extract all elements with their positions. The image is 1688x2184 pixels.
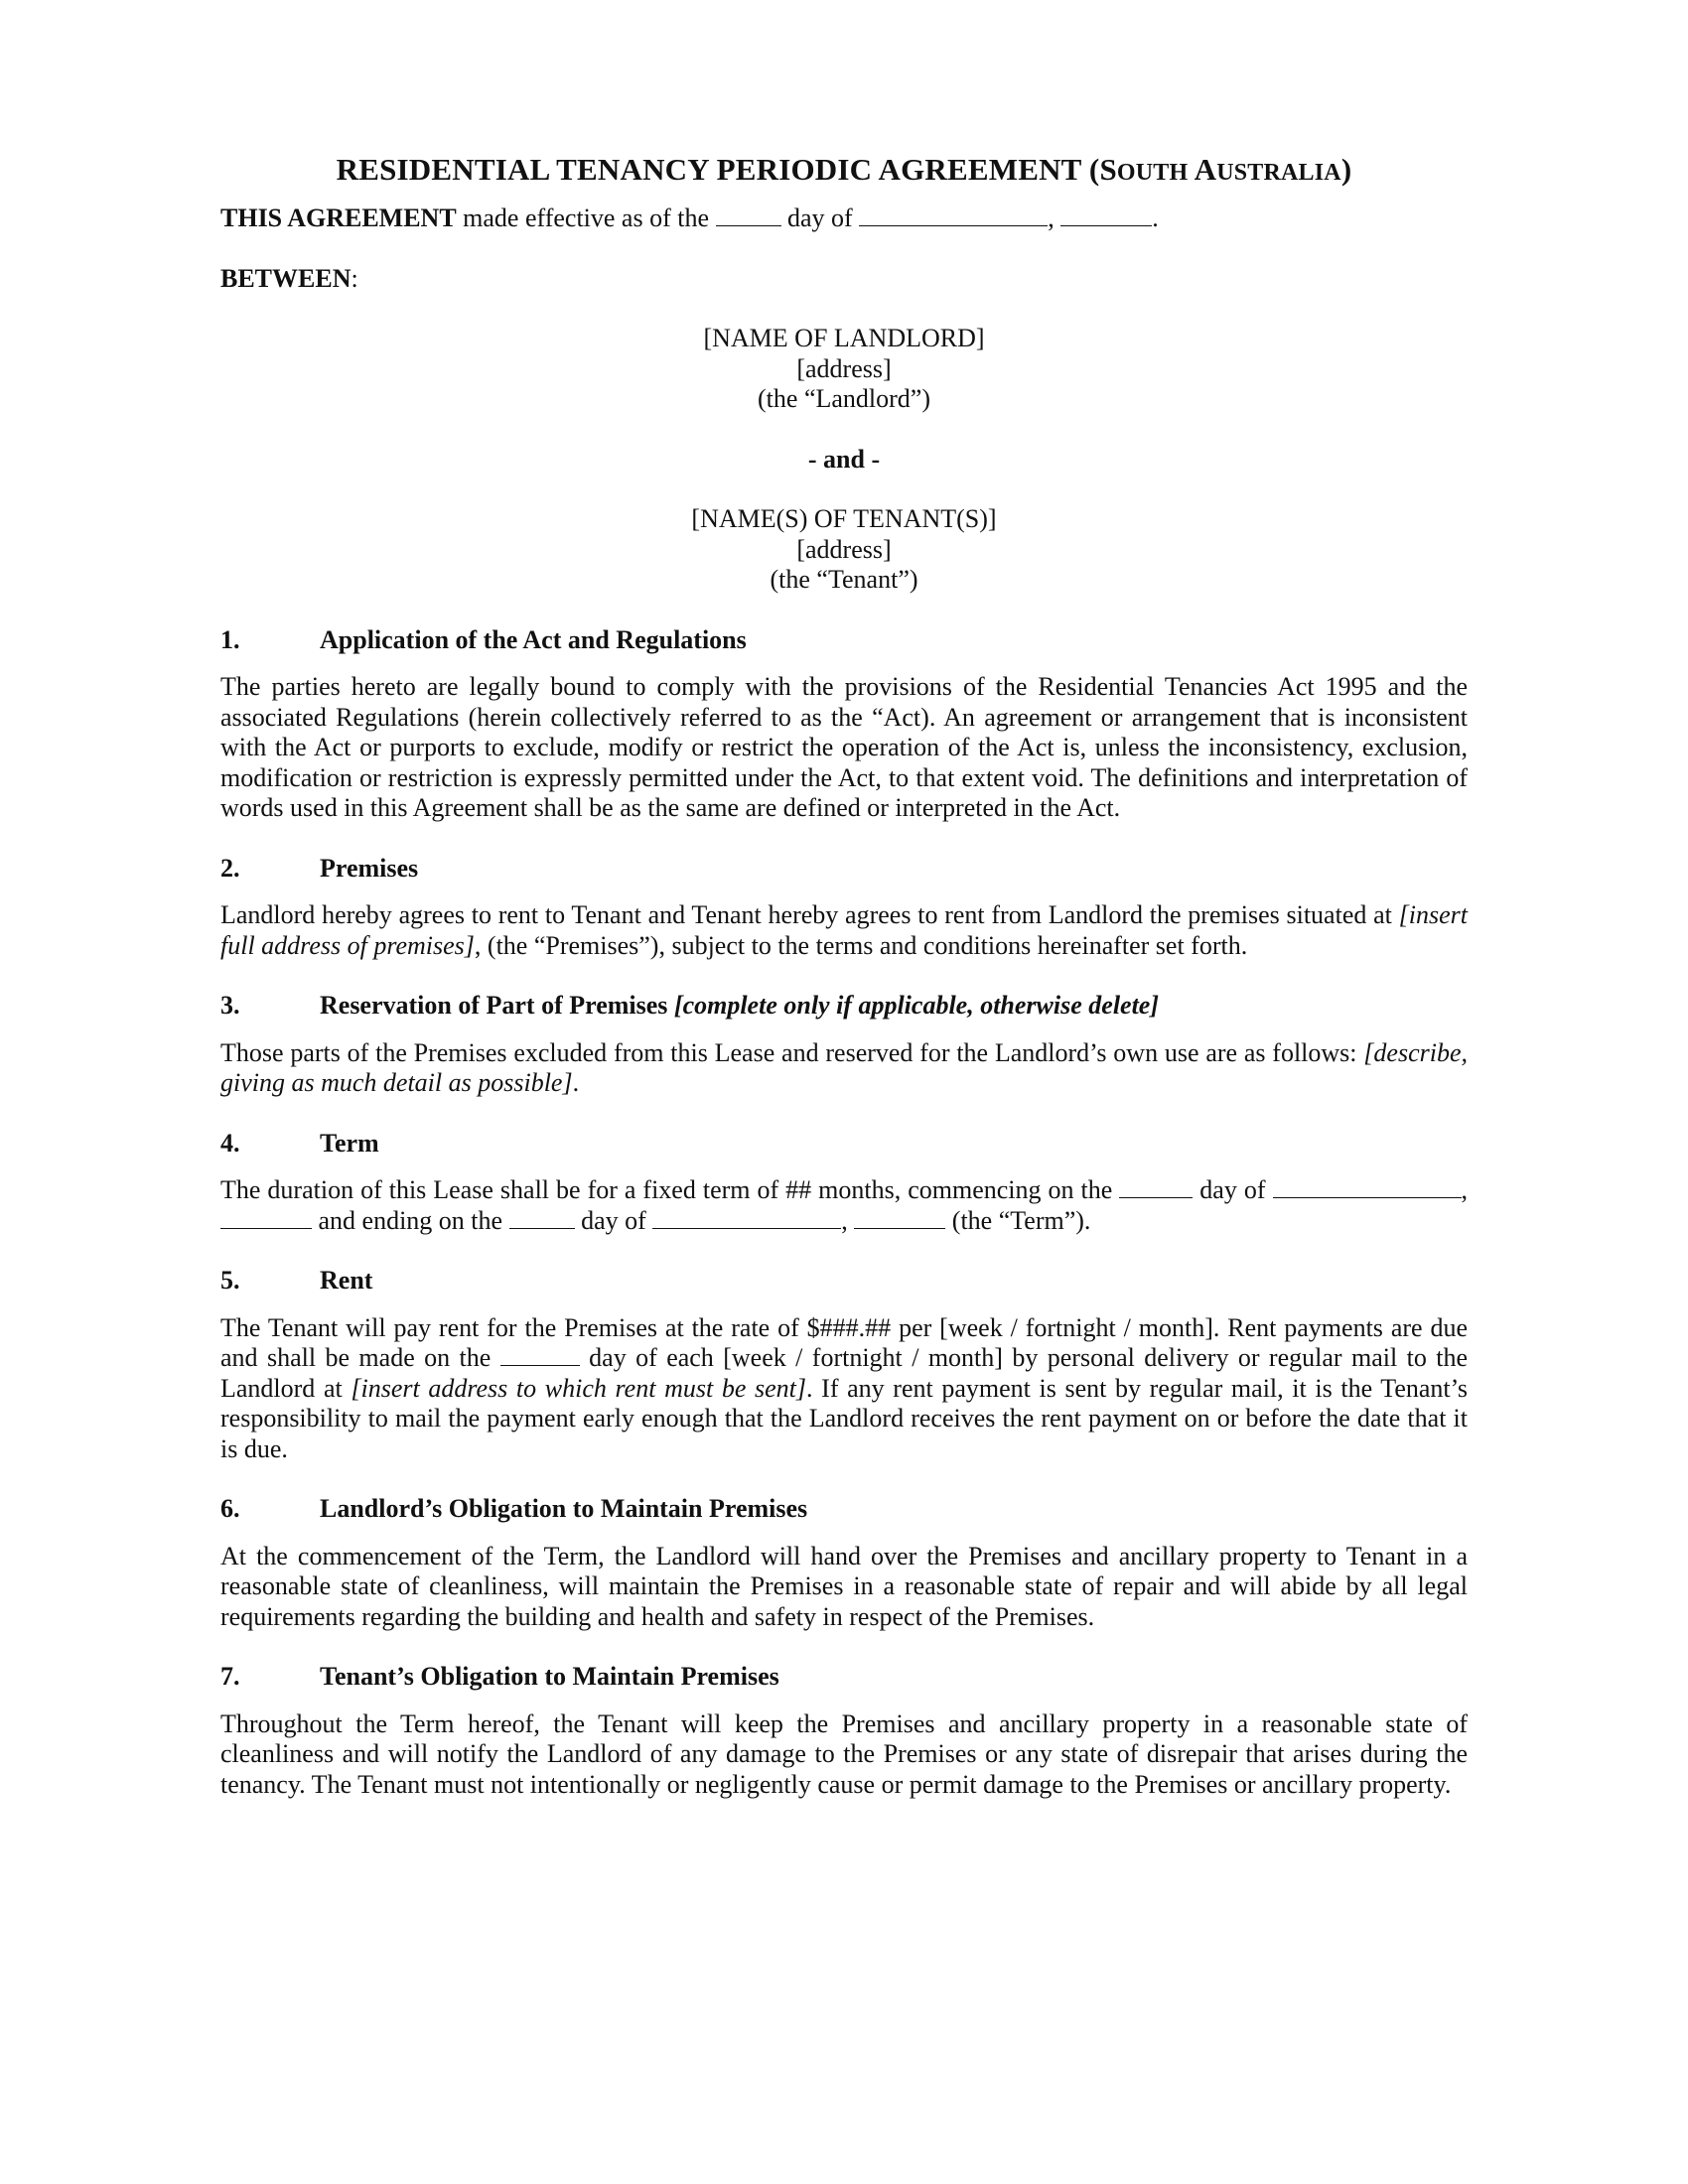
- section-heading: [220, 1662, 1468, 1693]
- document-title: [220, 151, 1468, 188]
- month-blank[interactable]: [859, 204, 1048, 226]
- landlord-address: [address]: [796, 353, 892, 383]
- tenant-defined: (the “Tenant”): [770, 565, 918, 595]
- section-3: [220, 991, 1468, 1099]
- section-title: Application of the Act and Regulations: [320, 624, 747, 654]
- section-heading: [220, 854, 1468, 885]
- section-5: [220, 1266, 1468, 1464]
- section-title-note: [complete only if applicable, otherwise delete]: [673, 991, 1160, 1021]
- section-heading: [220, 1266, 1468, 1297]
- section-body: Those parts of the Premises excluded from this Lease and reserved for the Landlord’s own use are as follows: [describe, giving as much detail as possible].: [220, 1037, 1468, 1098]
- landlord-name: [NAME OF LANDLORD]: [703, 324, 985, 353]
- tenant-block: [220, 504, 1468, 596]
- title-text: RESIDENTIAL TENANCY PERIODIC AGREEMENT (: [336, 152, 1100, 187]
- section-title: Reservation of Part of Premises: [320, 991, 674, 1021]
- section-2: [220, 854, 1468, 962]
- section-1: [220, 625, 1468, 824]
- section-number: 7.: [220, 1662, 240, 1692]
- section-body: The Tenant will pay rent for the Premises at the rate of $###.## per [week / fortnight / month]. Rent payments are due and shall be made on the day of each [week / fortnight / month] by personal delivery or regular mail to the Landlord at [insert address to which rent must be sent]. If any rent payment is sent by regular mail, it is the Tenant’s responsibility to mail the payment early enough that the Landlord receives the rent payment on or before the date that it is due.: [220, 1312, 1468, 1463]
- landlord-block: [220, 324, 1468, 415]
- and-separator: - and -: [807, 444, 881, 474]
- section-7: [220, 1662, 1468, 1800]
- section-6: [220, 1494, 1468, 1632]
- section-body: Landlord hereby agrees to rent to Tenant and Tenant hereby agrees to rent from Landlord the premises situated at [insert full address of premises], (the “Premises”), subject to the terms and conditions hereinafter set forth.: [220, 900, 1468, 960]
- intro-bold: THIS AGREEMENT: [220, 204, 457, 233]
- section-body: The duration of this Lease shall be for a fixed term of ## months, commencing on the day of , and ending on the day of , (the “Term”).: [220, 1175, 1468, 1235]
- section-title: Tenant’s Obligation to Maintain Premises: [320, 1662, 779, 1692]
- placeholder-premises-address: [insert full address of premises]: [220, 900, 1468, 960]
- section-number: 2.: [220, 853, 240, 883]
- section-body: At the commencement of the Term, the Landlord will hand over the Premises and ancillary property to Tenant in a reasonable state of cleanliness, will maintain the Premises in a reasonable state of repair and will abide by all legal requirements regarding the building and health and safety in respect of the Premises.: [220, 1541, 1468, 1631]
- section-number: 4.: [220, 1128, 240, 1158]
- section-number: 3.: [220, 991, 240, 1021]
- section-heading: [220, 991, 1468, 1022]
- year-blank[interactable]: [1060, 204, 1152, 226]
- section-number: 1.: [220, 624, 240, 654]
- tenant-name: [NAME(S) OF TENANT(S)]: [691, 504, 997, 534]
- section-heading: [220, 1494, 1468, 1525]
- section-title: Landlord’s Obligation to Maintain Premises: [320, 1494, 808, 1524]
- end-month-blank[interactable]: [652, 1206, 841, 1229]
- placeholder-reserved-parts: [describe, giving as much detail as possible]: [220, 1037, 1468, 1098]
- document-page: [220, 151, 1468, 1830]
- title-state-rest-2: USTRALIA: [1216, 160, 1341, 186]
- agreement-intro: THIS AGREEMENT made effective as of the day of , .: [220, 204, 1159, 233]
- placeholder-rent-address: [insert address to which rent must be sent]: [351, 1373, 807, 1403]
- tenant-address: [address]: [796, 534, 892, 564]
- section-heading: [220, 1129, 1468, 1160]
- section-number: 6.: [220, 1494, 240, 1524]
- title-close: ): [1340, 152, 1352, 187]
- rent-day-blank[interactable]: [500, 1343, 580, 1366]
- title-state-initial-2: A: [1194, 152, 1217, 187]
- day-blank[interactable]: [716, 204, 781, 226]
- landlord-defined: (the “Landlord”): [758, 384, 930, 414]
- section-number: 5.: [220, 1266, 240, 1296]
- section-title: Term: [320, 1128, 379, 1158]
- start-month-blank[interactable]: [1273, 1175, 1462, 1198]
- between-label: BETWEEN:: [220, 263, 358, 293]
- section-body: The parties hereto are legally bound to comply with the provisions of the Residential Tenancies Act 1995 and the associated Regulations (herein collectively referred to as the “Act). An agreement or arrangement that is inconsistent with the Act or purports to exclude, modify or restrict the operation of the Act is, unless the inconsistency, exclusion, modification or restriction is expressly permitted under the Act, to that extent void. The definitions and interpretation of words used in this Agreement shall be as the same are defined or interpreted in the Act.: [220, 672, 1468, 823]
- title-state-rest-1: OUTH: [1116, 160, 1195, 186]
- section-4: [220, 1129, 1468, 1237]
- section-title: Premises: [320, 853, 419, 883]
- section-heading: [220, 625, 1468, 656]
- end-year-blank[interactable]: [854, 1206, 945, 1229]
- start-year-blank[interactable]: [220, 1206, 312, 1229]
- section-body: Throughout the Term hereof, the Tenant will keep the Premises and ancillary property in a reasonable state of cleanliness and will notify the Landlord of any damage to the Premises or any state of disrepair that arises during the tenancy. The Tenant must not intentionally or negligently cause or permit damage to the Premises or ancillary property.: [220, 1708, 1468, 1799]
- section-title: Rent: [320, 1266, 373, 1296]
- end-day-blank[interactable]: [509, 1206, 575, 1229]
- title-state-initial-1: S: [1099, 152, 1117, 187]
- start-day-blank[interactable]: [1119, 1175, 1193, 1198]
